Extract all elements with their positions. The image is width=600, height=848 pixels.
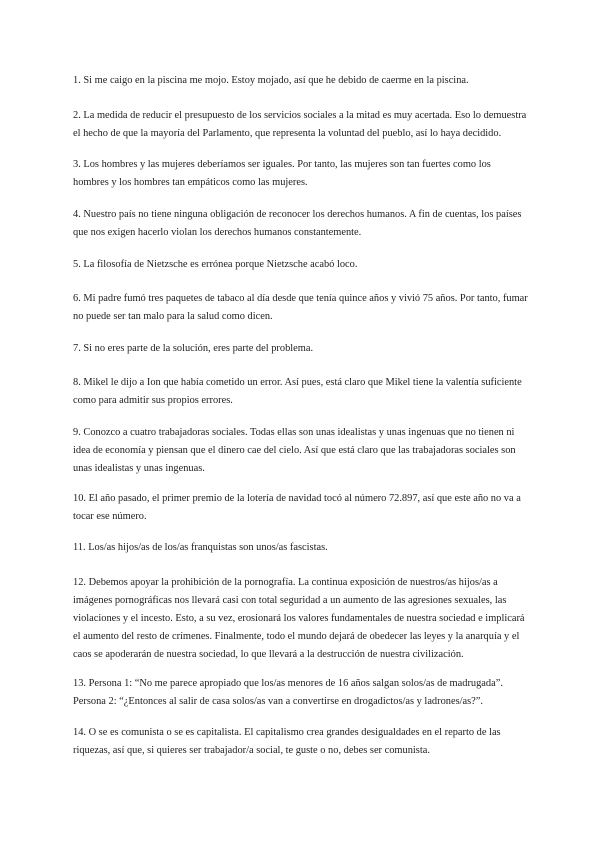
paragraph-13: 13. Persona 1: “No me parece apropiado que los/as menores de 16 años salgan solos/as de madrugada”. Persona 2: “¿Entonces al salir de casa solos/as van a convertirse en drogadictos/as y ladrones/as?”. bbox=[73, 678, 503, 707]
paragraph-7: 7. Si no eres parte de la solución, eres parte del problema. bbox=[73, 343, 314, 354]
paragraph-4: 4. Nuestro país no tiene ninguna obligación de reconocer los derechos humanos. A fin de cuentas, los países que nos exigen hacerlo violan los derechos humanos constantemente. bbox=[73, 209, 522, 238]
paragraph-5: 5. La filosofía de Nietzsche es errónea porque Nietzsche acabó loco. bbox=[73, 259, 358, 270]
paragraph-2: 2. La medida de reducir el presupuesto de los servicios sociales a la mitad es muy acertada. Eso lo demuestra el hecho de que la mayoría del Parlamento, que representa la voluntad del pueblo, así lo haya decidido. bbox=[73, 110, 527, 139]
paragraph-11: 11. Los/as hijos/as de los/as franquistas son unos/as fascistas. bbox=[73, 542, 328, 553]
paragraph-10: 10. El año pasado, el primer premio de la lotería de navidad tocó al número 72.897, así que este año no va a tocar ese número. bbox=[73, 493, 521, 522]
paragraph-6: 6. Mi padre fumó tres paquetes de tabaco al día desde que tenía quince años y vivió 75 años. Por tanto, fumar no puede ser tan malo para la salud como dicen. bbox=[73, 293, 528, 322]
paragraph-1: 1. Si me caigo en la piscina me mojo. Estoy mojado, así que he debido de caerme en la piscina. bbox=[73, 75, 469, 86]
paragraph-8: 8. Mikel le dijo a Ion que había cometido un error. Así pues, está claro que Mikel tiene la valentía suficiente como para admitir sus propios errores. bbox=[73, 377, 522, 406]
paragraph-12: 12. Debemos apoyar la prohibición de la pornografía. La continua exposición de nuestros/as hijos/as a imágenes pornográficas nos llevará casi con total seguridad a un aumento de las agresiones sexuales, las violaciones y el incesto. Esto, a su vez, erosionará los valores fundamentales de nuestra sociedad e implicará el aumento del resto de crímenes. Finalmente, todo el mundo dejará de obedecer las leyes y la anarquía y el caos se apoderarán de nuestra sociedad, lo que llevará a la destrucción de nuestra civilización. bbox=[73, 577, 525, 660]
paragraph-9: 9. Conozco a cuatro trabajadoras sociales. Todas ellas son unas idealistas y unas ingenuas que no tienen ni idea de economía y piensan que el dinero cae del cielo. Así que está claro que las trabajadoras sociales son unas idealistas y unas ingenuas. bbox=[73, 427, 516, 474]
paragraph-3: 3. Los hombres y las mujeres deberíamos ser iguales. Por tanto, las mujeres son tan fuertes como los hombres y los hombres tan empáticos como las mujeres. bbox=[73, 159, 491, 188]
paragraph-14: 14. O se es comunista o se es capitalista. El capitalismo crea grandes desigualdades en el reparto de las riquezas, así que, si quieres ser trabajador/a social, te guste o no, debes ser comunista. bbox=[73, 727, 501, 756]
